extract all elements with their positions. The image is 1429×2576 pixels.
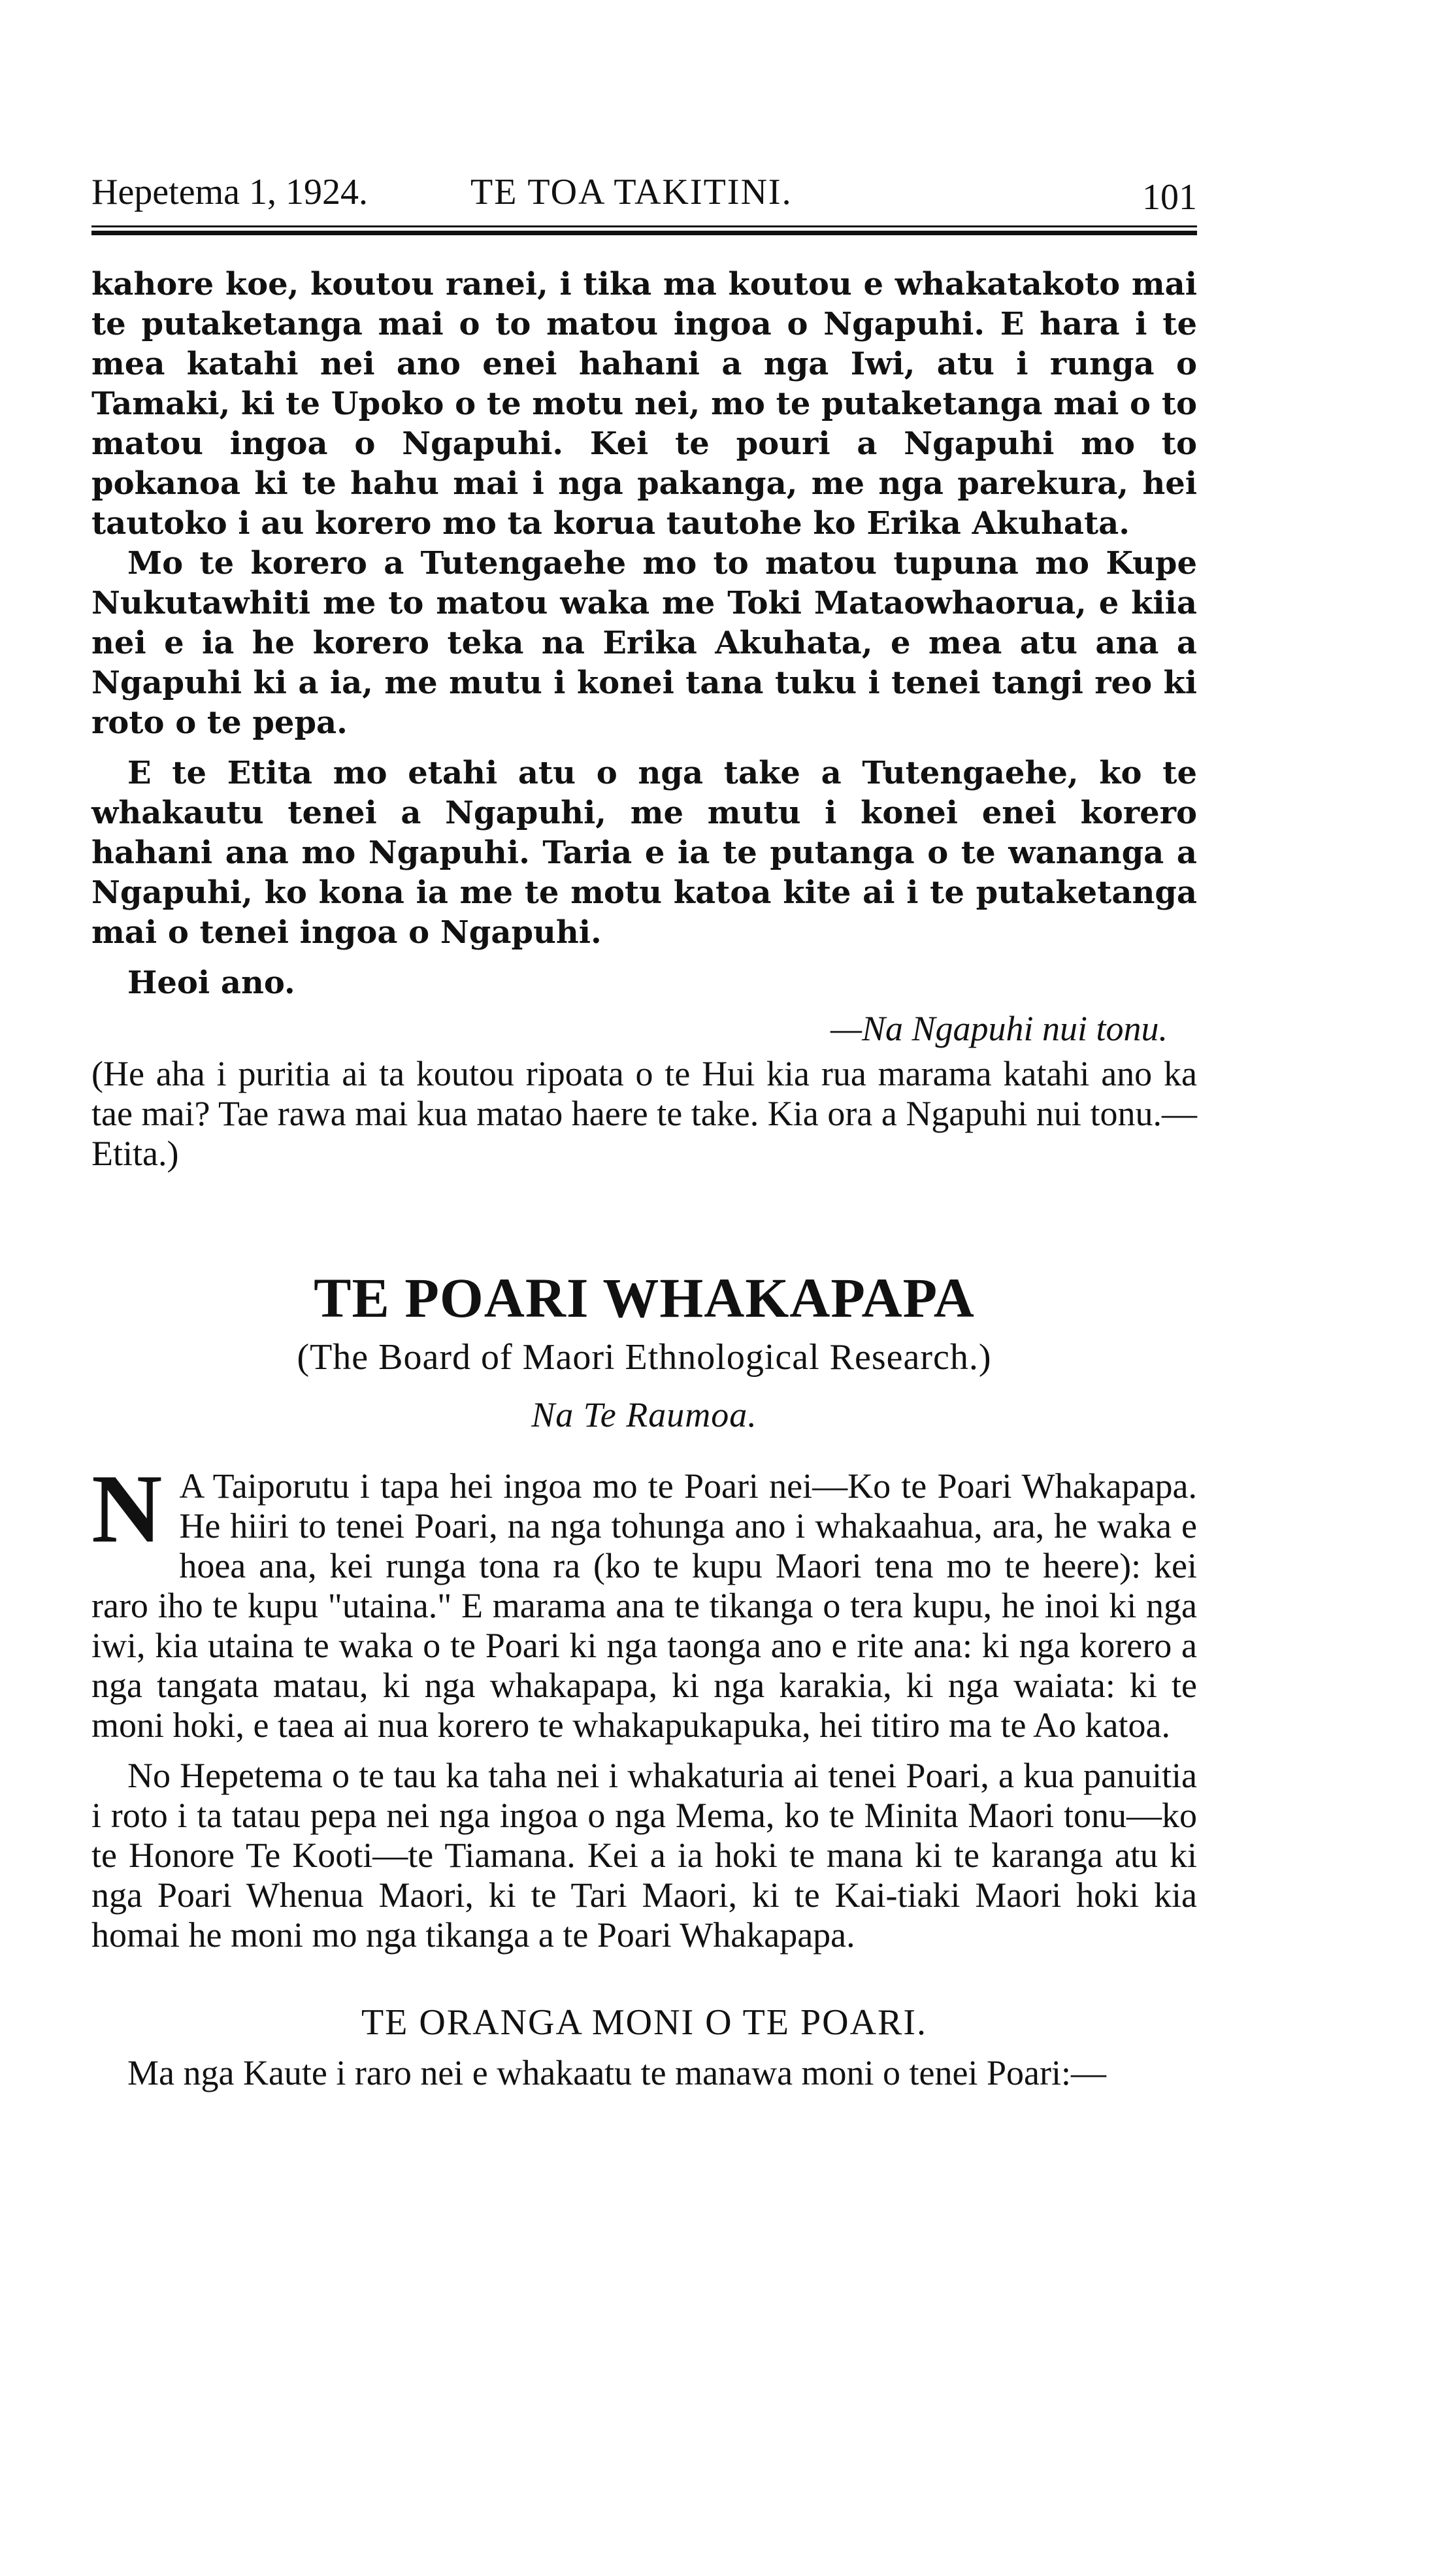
- article-paragraph-text: A Taiporutu i tapa hei ingoa mo te Poari nei—Ko te Poari Whakapapa. He hiiri to tenei Poari, na nga tohunga ano i whakaahua, ara, he waka e hoea ana, kei runga tona ra (ko te kupu Maori tena mo te heere): kei raro iho te kupu "utaina." E marama ana te tikanga o tera kupu, he inoi ki nga iwi, kia utaina te waka o te Poari ki nga taonga ano e rite ana: ki nga korero a nga tangata matau, ki nga whakapapa, ki nga karakia, ki nga waiata: ki te moni hoki, e taea ai nua korero te whakapukapuka, hei titiro ma te Ao katoa.: [91, 1466, 1197, 1745]
- issue-date: Hepetema 1, 1924.: [91, 172, 368, 212]
- letter-paragraph: Mo te korero a Tutengaehe mo to matou tupuna mo Kupe Nukutawhiti me to matou waka me Toki Mataowhaorua, e kiia nei e ia he korero teka na Erika Akuhata, e mea atu ana a Ngapuhi ki a ia, me mutu i konei tana tuku i tenei tangi reo ki roto o te pepa.: [91, 545, 1197, 741]
- article-title: TE POARI WHAKAPAPA: [314, 1266, 975, 1329]
- article-byline: Na Te Raumoa.: [531, 1395, 757, 1434]
- page-number: 101: [1142, 177, 1197, 218]
- publication-title: TE TOA TAKITINI.: [470, 172, 793, 212]
- header-rule-thick: [91, 231, 1197, 235]
- article-subtitle: (The Board of Maori Ethnological Research.): [297, 1337, 992, 1378]
- article-paragraph: No Hepetema o te tau ka taha nei i whakaturia ai tenei Poari, a kua panuitia i roto i ta tatau pepa nei nga ingoa o nga Mema, ko te Minita Maori tonu—ko te Honore Te Kooti—te Tiamana. Kei a ia hoki te mana ki te karanga atu ki nga Poari Whenua Maori, ki te Tari Maori, ki te Kai-tiaki Maori hoki kia homai he moni mo nga tikanga a te Poari Whakapapa.: [91, 1756, 1197, 1955]
- editor-note: (He aha i puritia ai ta koutou ripoata o te Hui kia rua marama katahi ano ka tae mai? Tae rawa mai kua matao haere te take. Kia ora a Ngapuhi nui tonu.—Etita.): [91, 1054, 1197, 1173]
- letter-signature: —Na Ngapuhi nui tonu.: [830, 1009, 1168, 1048]
- letter-paragraph: E te Etita mo etahi atu o nga take a Tutengaehe, ko te whakautu tenei a Ngapuhi, me mutu i konei enei korero hahani ana mo Ngapuhi. Taria e ia te putanga o te wananga a Ngapuhi, ko kona ia me te motu katoa kite ai i te putaketanga mai o tenei ingoa o Ngapuhi.: [91, 755, 1197, 951]
- drop-cap: N: [91, 1455, 163, 1563]
- header-rule-thin: [91, 225, 1197, 227]
- page-body: [91, 265, 1197, 2093]
- running-header: [91, 171, 1197, 217]
- letter-closing: Heoi ano.: [127, 965, 295, 1001]
- article-paragraph-first: [91, 1455, 1197, 1745]
- section-heading: TE ORANGA MONI O TE POARI.: [361, 2002, 928, 2043]
- section-paragraph: Ma nga Kaute i raro nei e whakaatu te manawa moni o tenei Poari:—: [127, 2053, 1106, 2092]
- letter-paragraph: kahore koe, koutou ranei, i tika ma koutou e whakatakoto mai te putaketanga mai o to matou ingoa o Ngapuhi. E hara i te mea katahi nei ano enei hahani a nga Iwi, atu i runga o Tamaki, ki te Upoko o te motu nei, mo te putaketanga mai o to matou ingoa o Ngapuhi. Kei te pouri a Ngapuhi mo to pokanoa ki te hahu mai i nga pakanga, me nga parekura, hei tautoko i au korero mo ta korua tautohe ko Erika Akuhata.: [91, 266, 1197, 542]
